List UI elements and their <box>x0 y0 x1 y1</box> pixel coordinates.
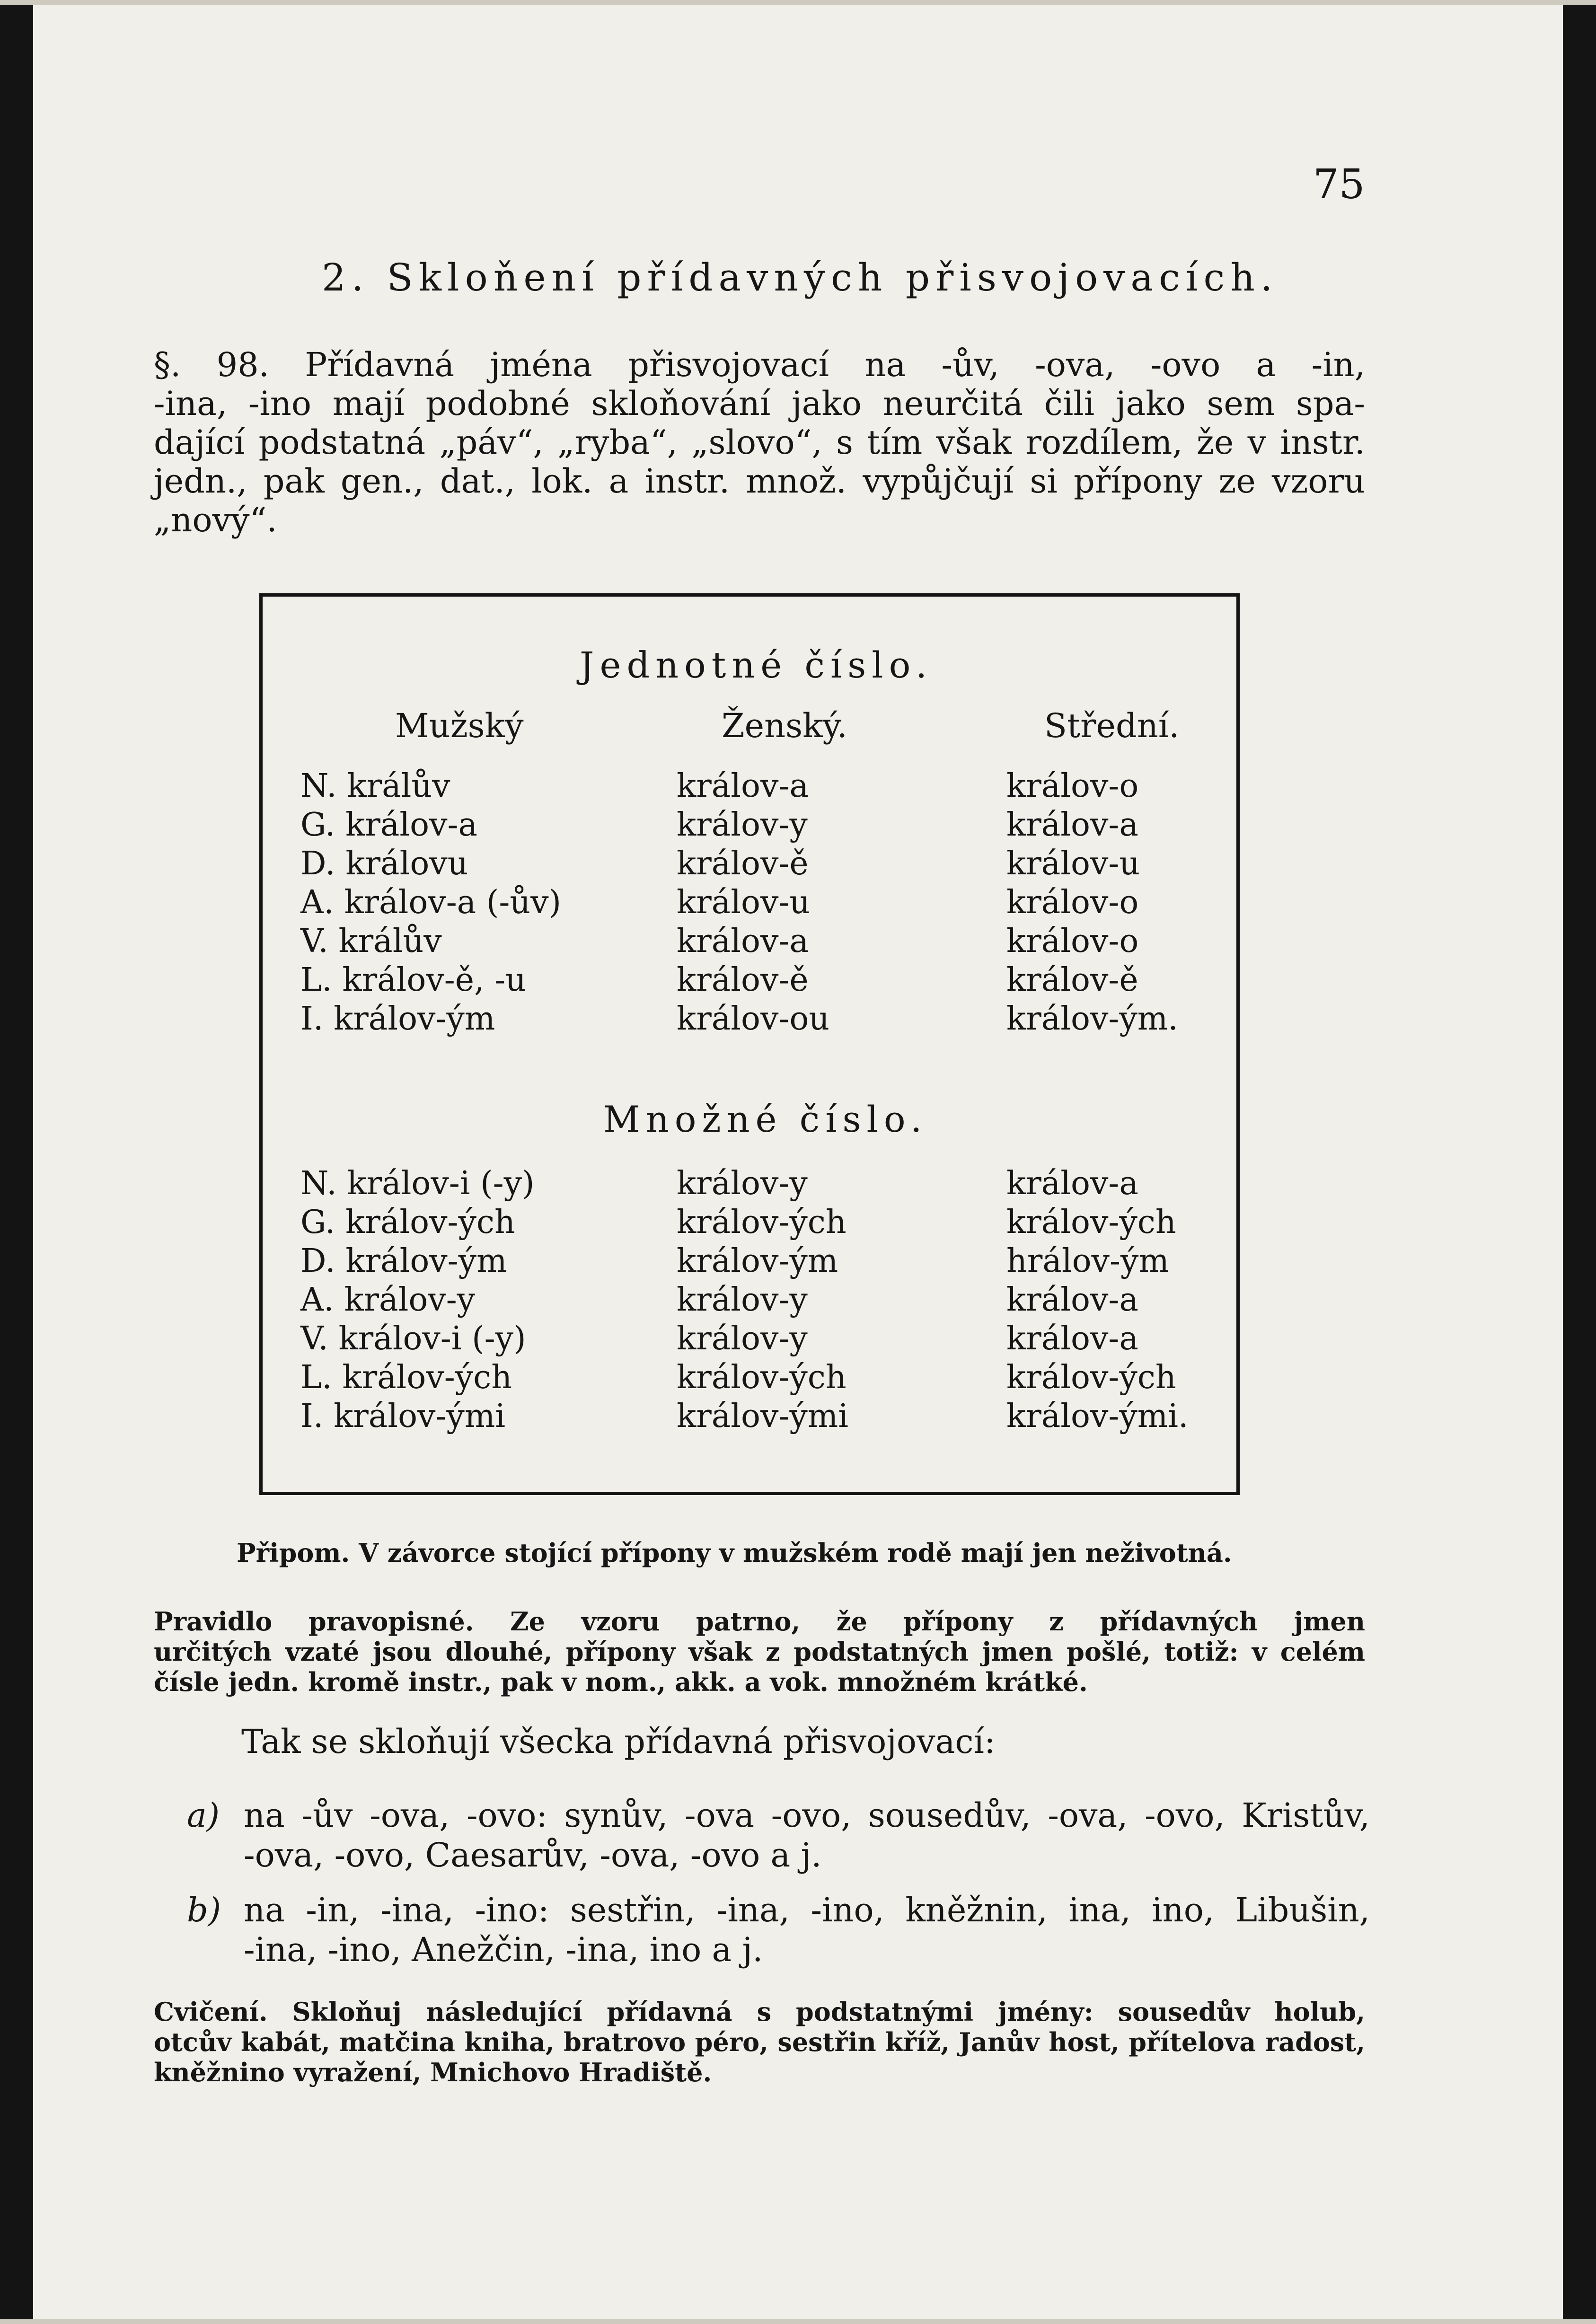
item-line: na -ův -ova, -ovo: synův, -ova -ovo, sousedův, -ova, -ovo, Kristův, <box>244 1796 1370 1835</box>
page-edge-left <box>0 0 33 2324</box>
plural-neuter-column <box>1006 1164 1189 1436</box>
table-cell: králov-ě <box>677 845 809 882</box>
intro-line: §. 98. Přídavná jména přisvojovací na -ův, -ova, -ovo a -in, <box>154 345 1365 384</box>
table-cell: G. králov-a <box>300 806 477 844</box>
table-cell: králov-a <box>1006 1281 1138 1319</box>
table-cell: hrálov-ým <box>1006 1242 1169 1280</box>
table-cell: králov-y <box>677 1281 808 1319</box>
table-cell: králov-ou <box>677 1000 830 1038</box>
page-number: 75 <box>1313 161 1365 208</box>
declension-table <box>259 593 1240 1495</box>
rule-line: určitých vzaté jsou dlouhé, přípony však z podstatných jmen pošlé, totiž: v celém <box>154 1637 1365 1667</box>
table-cell: králov-ě <box>1006 961 1138 999</box>
table-cell: A. králov-a (-ův) <box>300 884 562 921</box>
singular-title: Jednotné číslo. <box>580 644 933 686</box>
table-cell: králov-a <box>1006 1320 1138 1357</box>
table-cell: králov-y <box>677 1320 808 1357</box>
rule-line: čísle jedn. kromě instr., pak v nom., akk. a vok. množném krátké. <box>154 1667 1088 1697</box>
table-cell: králov-u <box>1006 845 1140 882</box>
table-cell: V. králův <box>300 923 442 960</box>
item-line: -ova, -ovo, Caesarův, -ova, -ovo a j. <box>244 1836 822 1875</box>
table-cell: V. králov-i (-y) <box>300 1320 526 1357</box>
section-heading: 2. Skloňení přídavných přisvojovacích. <box>322 255 1279 299</box>
table-cell: N. králov-i (-y) <box>300 1165 535 1202</box>
table-cell: králov-ých <box>1006 1359 1176 1396</box>
plural-feminine-column <box>677 1164 848 1436</box>
plural-title: Množné číslo. <box>603 1098 928 1140</box>
table-cell: králov-ě <box>677 961 809 999</box>
table-cell: králov-u <box>677 884 811 921</box>
table-cell: I. králov-ými <box>300 1398 506 1435</box>
singular-feminine-column <box>677 767 829 1039</box>
table-cell: králov-o <box>1006 767 1139 805</box>
item-line: -ina, -ino, Anežčin, -ina, ino a j. <box>244 1930 763 1969</box>
page-edge-right <box>1563 0 1596 2324</box>
plural-masculine-column <box>300 1164 535 1436</box>
table-cell: G. králov-ých <box>300 1204 515 1241</box>
table-cell: králov-ých <box>1006 1204 1176 1241</box>
table-cell: králov-ých <box>677 1359 846 1396</box>
intro-line: dající podstatná „páv“, „ryba“, „slovo“, s tím však rozdílem, že v instr. <box>154 423 1365 462</box>
singular-masculine-column <box>300 767 561 1039</box>
column-header-feminine: Ženský. <box>722 706 847 745</box>
table-cell: I. králov-ým <box>300 1000 495 1038</box>
declension-sentence: Tak se skloňují všecka přídavná přisvojovací: <box>241 1722 996 1761</box>
exercise-line: kněžnino vyražení, Mnichovo Hradiště. <box>154 2057 712 2087</box>
rule-line: Pravidlo pravopisné. Ze vzoru patrno, že přípony z přídavných jmen <box>154 1606 1365 1637</box>
table-cell: králov-ými. <box>1006 1398 1189 1435</box>
table-cell: N. králův <box>300 767 450 805</box>
column-header-neuter: Střední. <box>1044 706 1180 745</box>
item-body <box>244 1796 1370 1875</box>
page-edge-top <box>0 0 1596 5</box>
table-cell: D. královu <box>300 845 468 882</box>
item-label: a) <box>187 1796 220 1835</box>
table-cell: králov-y <box>677 1165 808 1202</box>
table-cell: králov-ým. <box>1006 1000 1178 1038</box>
table-cell: králov-a <box>677 767 809 805</box>
table-cell: L. králov-ě, -u <box>300 961 526 999</box>
table-cell: králov-o <box>1006 923 1139 960</box>
exercise <box>154 1997 1365 2087</box>
intro-paragraph <box>154 345 1365 539</box>
item-line: na -in, -ina, -ino: sestřin, -ina, -ino, kněžnin, ina, ino, Libušin, <box>244 1891 1370 1929</box>
table-cell: králov-ých <box>677 1204 846 1241</box>
note: Připom. V závorce stojící přípony v mužském rodě mají jen neživotná. <box>237 1538 1232 1568</box>
table-cell: L. králov-ých <box>300 1359 512 1396</box>
table-cell: králov-a <box>1006 806 1138 844</box>
intro-line: jedn., pak gen., dat., lok. a instr. množ. vypůjčují si přípony ze vzoru <box>154 462 1365 501</box>
table-cell: králov-y <box>677 806 808 844</box>
item-label: b) <box>187 1891 221 1929</box>
item-body <box>244 1890 1370 1970</box>
intro-line: -ina, -ino mají podobné skloňování jako neurčitá čili jako sem spa- <box>154 384 1365 423</box>
singular-neuter-column <box>1006 767 1178 1039</box>
table-cell: králov-ým <box>677 1242 838 1280</box>
intro-line: „nový“. <box>154 501 277 539</box>
table-cell: D. králov-ým <box>300 1242 507 1280</box>
column-header-masculine: Mužský <box>395 706 524 745</box>
exercise-line: otcův kabát, matčina kniha, bratrovo péro, sestřin kříž, Janův host, přítelova radost, <box>154 2027 1365 2057</box>
spelling-rule <box>154 1606 1365 1697</box>
exercise-line: Cvičení. Skloňuj následující přídavná s podstatnými jmény: sousedův holub, <box>154 1997 1365 2027</box>
page-edge-bottom <box>0 2319 1596 2324</box>
table-cell: králov-a <box>1006 1165 1138 1202</box>
table-cell: A. králov-y <box>300 1281 476 1319</box>
table-cell: králov-o <box>1006 884 1139 921</box>
table-cell: králov-a <box>677 923 809 960</box>
table-cell: králov-ými <box>677 1398 848 1435</box>
